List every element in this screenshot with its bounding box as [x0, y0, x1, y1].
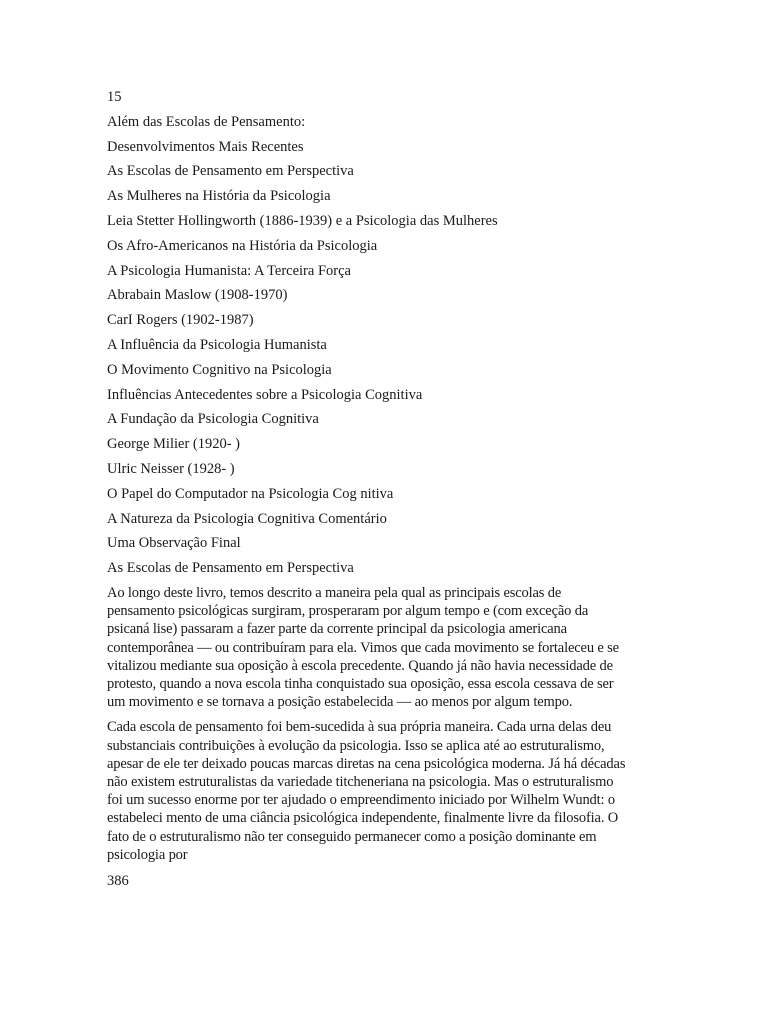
paragraph-line: psicologia por — [107, 846, 188, 863]
page-number-top: 15 — [107, 89, 122, 105]
paragraph-line: Ao longo deste livro, temos descrito a maneira pela qual as principais escolas de — [107, 584, 562, 601]
paragraph-line: Cada escola de pensamento foi bem-sucedida à sua própria maneira. Cada urna delas deu — [107, 719, 612, 736]
paragraph-line: pensamento psicológicas surgiram, prosperaram por algum tempo e (com exceção da — [107, 603, 589, 620]
paragraph-line: foi um sucesso enorme por ter ajudado o empreendimento iniciado por Wilhelm Wundt: o — [107, 792, 615, 809]
toc-line: Abrabain Maslow (1908-1970) — [107, 287, 288, 304]
toc-line: Influências Antecedentes sobre a Psicologia Cognitiva — [107, 386, 423, 403]
paragraph-line: estabeleci mento de uma ciância psicológica independente, finalmente livre da filosofia. O — [107, 810, 619, 827]
toc-line: O Papel do Computador na Psicologia Cog nitiva — [107, 485, 394, 502]
toc-line: A Psicologia Humanista: A Terceira Força — [107, 262, 351, 279]
paragraph-line: um movimento e se tornava a posição estabelecida — ao menos por algum tempo. — [107, 694, 573, 711]
paragraph-line: psicaná lise) passaram a fazer parte da corrente principal da psicologia americana — [107, 621, 567, 638]
toc-line: George Milier (1920- ) — [107, 436, 241, 453]
toc-list — [107, 113, 663, 577]
paragraph-line: contemporânea — ou contribuíram para ela. Vimos que cada movimento se fortaleceu e se — [107, 639, 619, 656]
toc-line: As Mulheres na História da Psicologia — [107, 188, 331, 205]
toc-line: A Natureza da Psicologia Cognitiva Comentário — [107, 510, 387, 527]
paragraph-line: apesar de ele ter deixado poucas marcas diretas na cena psicológica moderna. Já há décadas — [107, 755, 626, 772]
paragraph-line: fato de o estruturalismo não ter conseguido permanecer como a posição dominante em — [107, 828, 597, 845]
page-number-bottom: 386 — [107, 872, 129, 889]
toc-line: Ulric Neisser (1928- ) — [107, 460, 235, 477]
toc-line: Leia Stetter Hollingworth (1886-1939) e a Psicologia das Mulheres — [107, 212, 498, 229]
toc-line: Os Afro-Americanos na História da Psicologia — [107, 237, 378, 254]
paragraph-line: não existem estruturalistas da variedade titcheneriana na psicologia. Mas o estruturalismo — [107, 773, 614, 790]
toc-line: A Influência da Psicologia Humanista — [107, 336, 327, 353]
section-heading: As Escolas de Pensamento em Perspectiva — [107, 560, 354, 577]
toc-line: As Escolas de Pensamento em Perspectiva — [107, 163, 354, 180]
toc-line: Desenvolvimentos Mais Recentes — [107, 138, 304, 155]
toc-line: O Movimento Cognitivo na Psicologia — [107, 361, 332, 378]
toc-line: CarI Rogers (1902-1987) — [107, 312, 254, 329]
toc-line: Uma Observação Final — [107, 535, 241, 552]
paragraph-line: vitalizou mediante sua oposição à escola precedente. Quando já não havia necessidade de — [107, 657, 613, 674]
body-paragraph-1 — [107, 584, 663, 711]
toc-line: Além das Escolas de Pensamento: — [107, 113, 306, 130]
paragraph-line: substanciais contribuições à evolução da psicologia. Isso se aplica até ao estruturalismo, — [107, 737, 605, 754]
paragraph-line: protesto, quando a nova escola tinha conquistado sua oposição, essa escola cessava de ser — [107, 675, 614, 692]
body-paragraph-2 — [107, 718, 663, 864]
document-page — [107, 88, 663, 890]
toc-line: A Fundação da Psicologia Cognitiva — [107, 411, 319, 428]
